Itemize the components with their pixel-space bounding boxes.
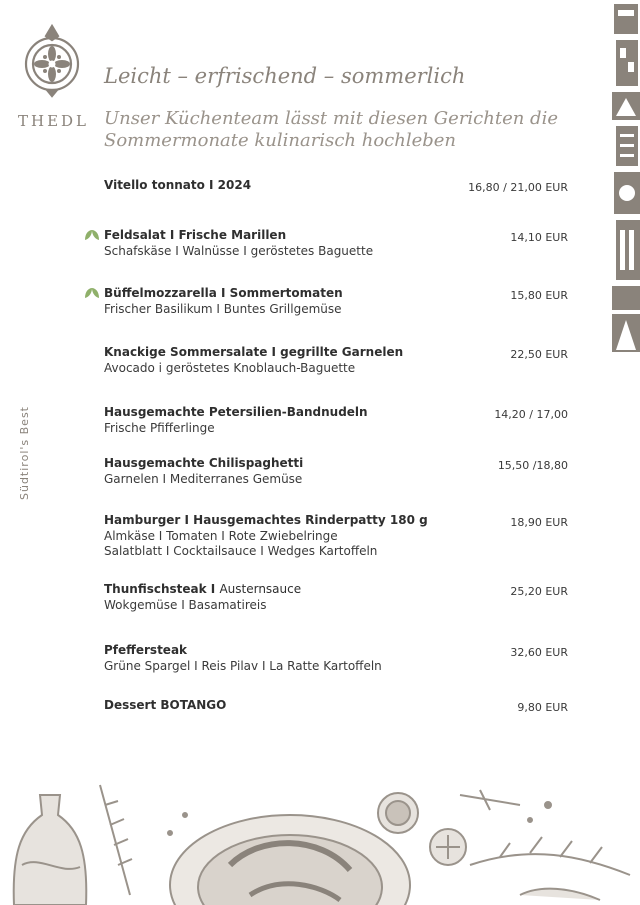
dish-name xyxy=(104,582,568,598)
dish-name: Vitello tonnato I 2024 xyxy=(104,178,252,192)
food-illustration xyxy=(0,775,640,905)
menu-item xyxy=(104,286,568,317)
menu-item xyxy=(104,582,568,613)
dish-description: Almkäse I Tomaten I Rote Zwiebelringe xyxy=(104,528,338,543)
dish-description: Frische Pfifferlinge xyxy=(104,420,215,435)
menu-item xyxy=(104,405,568,436)
dish-description: Grüne Spargel I Reis Pilav I La Ratte Kartoffeln xyxy=(104,658,382,673)
dish-price: 25,20 EUR xyxy=(510,585,568,598)
dish-price: 14,10 EUR xyxy=(510,231,568,244)
dish-price: 18,90 EUR xyxy=(510,516,568,529)
dish-name: Hamburger I Hausgemachtes Rinderpatty 180 g xyxy=(104,513,428,527)
dish-price: 9,80 EUR xyxy=(517,701,568,714)
dish-name: Feldsalat I Frische Marillen xyxy=(104,228,287,242)
subtitle-line-2: Sommermonate kulinarisch hochleben xyxy=(104,130,457,151)
dish-name: Hausgemachte Petersilien-Bandnudeln xyxy=(104,405,368,419)
page-title: Leicht – erfrischend – sommerlich xyxy=(104,64,466,88)
dish-name: Pfeffersteak xyxy=(104,643,188,657)
dish-price: 15,50 /18,80 xyxy=(497,459,568,472)
dish-price: 22,50 EUR xyxy=(510,348,568,361)
dish-name: Hausgemachte Chilispaghetti xyxy=(104,456,304,470)
menu-item xyxy=(104,345,568,376)
dish-description: Frischer Basilikum I Buntes Grillgemüse xyxy=(104,301,342,316)
menu-item xyxy=(104,178,568,194)
dish-description: Avocado i geröstetes Knoblauch-Baguette xyxy=(104,360,356,375)
dish-description: Wokgemüse I Basamatireis xyxy=(104,597,267,612)
dish-name-bold: Thunfischsteak I xyxy=(104,582,220,596)
subtitle-line-1: Unser Küchenteam lässt mit diesen Gerichten die xyxy=(104,108,558,129)
vegetarian-leaf-icon xyxy=(84,287,100,299)
dish-description: Salatblatt I Cocktailsauce I Wedges Kartoffeln xyxy=(104,544,378,558)
tribal-ornament xyxy=(612,4,640,352)
menu-item xyxy=(104,228,568,259)
page-subtitle xyxy=(104,108,574,152)
dish-name: Dessert BOTANGO xyxy=(104,698,227,712)
dish-description: Schafskäse I Walnüsse I geröstetes Baguette xyxy=(104,243,374,258)
dish-price: 16,80 / 21,00 EUR xyxy=(468,181,568,194)
vegetarian-leaf-icon xyxy=(84,229,100,241)
menu-item xyxy=(104,643,568,674)
dish-name: Knackige Sommersalate I gegrillte Garnelen xyxy=(104,345,404,359)
brand-name: THEDL xyxy=(18,112,90,130)
dish-price: 32,60 EUR xyxy=(510,646,568,659)
menu-item xyxy=(104,698,568,714)
dish-name: Büffelmozzarella I Sommertomaten xyxy=(104,286,343,300)
menu-item xyxy=(104,456,568,487)
dish-price: 15,80 EUR xyxy=(510,289,568,302)
dish-price: 14,20 / 17,00 xyxy=(494,408,568,421)
menu-item xyxy=(104,513,568,560)
dish-name-plain: Austernsauce xyxy=(219,582,302,596)
side-label: Südtirol's Best xyxy=(18,406,31,500)
thedl-logo xyxy=(22,18,82,100)
dish-description: Garnelen I Mediterranes Gemüse xyxy=(104,471,303,486)
